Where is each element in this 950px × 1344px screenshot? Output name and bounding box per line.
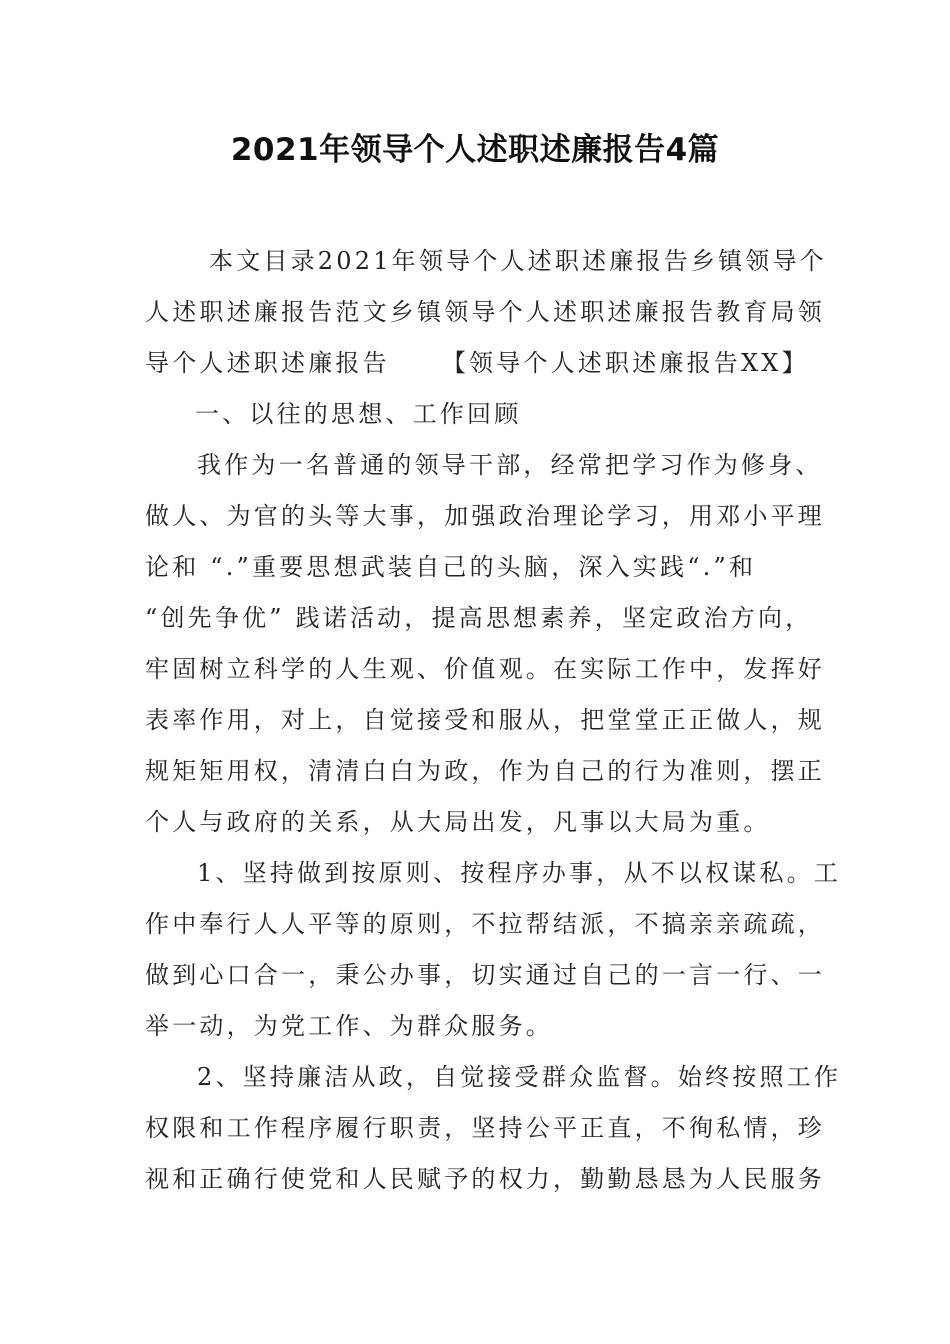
paragraph-line: 我作为一名普通的领导干部，经常把学习作为修身、 [197,451,823,479]
paragraph-line: 表率作用，对上，自觉接受和服从，把堂堂正正做人，规 [145,706,825,734]
paragraph-line: 规矩矩用权，清清白白为政，作为自己的行为准则，摆正 [145,757,825,785]
paragraph-line: 1、坚持做到按原则、按程序办事，从不以权谋私。工 [197,859,842,887]
document-title: 2021年领导个人述职述廉报告4篇 [230,132,720,168]
toc-line: 本文目录2021年领导个人述职述廉报告乡镇领导个 [209,247,827,275]
paragraph [145,440,825,848]
paragraph-line: 做人、为官的头等大事，加强政治理论学习，用邓小平理 [145,502,825,530]
table-of-contents [145,236,827,389]
section-heading [145,389,810,440]
paragraph-line: 举一动，为党工作、为群众服务。 [145,1012,553,1040]
paragraph-line: 权限和工作程序履行职责，坚持公平正直，不徇私情，珍 [145,1114,825,1142]
paragraph [145,1052,842,1205]
paragraph-line: 做到心口合一，秉公办事，切实通过自己的一言一行、一 [145,961,825,989]
paragraph-line: 论和 “.”重要思想武装自己的头脑，深入实践“.”和 [145,553,757,581]
paragraph-line: 个人与政府的关系，从大局出发，凡事以大局为重。 [145,808,771,836]
toc-line [145,338,810,389]
toc-line: 人述职述廉报告范文乡镇领导个人述职述廉报告教育局领 [145,298,825,326]
paragraph-line: 作中奉行人人平等的原则，不拉帮结派，不搞亲亲疏疏， [145,910,825,938]
section-heading-text: 一、以往的思想、工作回顾 [195,400,522,428]
document-body [145,236,842,1205]
paragraph-line: “创先争优” 践诺活动，提高思想素养，坚定政治方向， [145,604,813,632]
toc-line-part: 导个人述职述廉报告 [145,349,390,377]
toc-line-part: 【领导个人述职述廉报告XX】 [441,349,809,377]
paragraph-line: 视和正确行使党和人民赋予的权力，勤勤恳恳为人民服务 [145,1165,825,1193]
paragraph [145,848,842,1052]
paragraph-line: 牢固树立科学的人生观、价值观。在实际工作中，发挥好 [145,655,825,683]
paragraph-line: 2、坚持廉洁从政，自觉接受群众监督。始终按照工作 [197,1063,842,1091]
